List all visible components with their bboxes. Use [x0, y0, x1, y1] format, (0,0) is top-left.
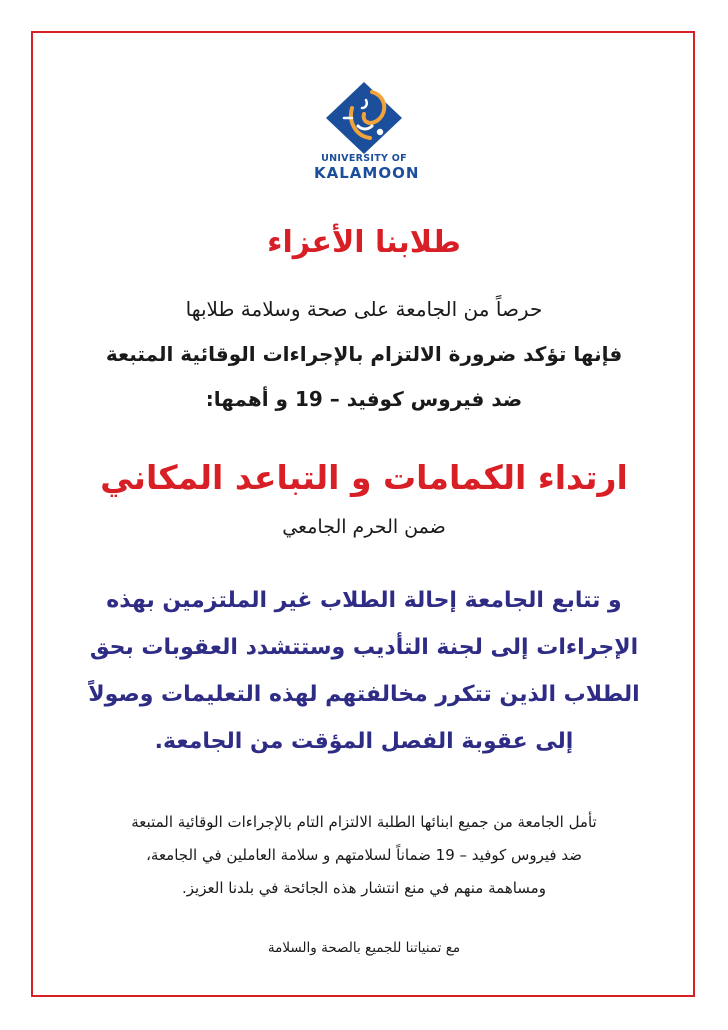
warning-line-4: إلى عقوبة الفصل المؤقت من الجامعة. — [154, 729, 574, 754]
warning-line-2: الإجراءات إلى لجنة التأديب وستتشدد العقوبات بحق — [89, 635, 639, 660]
intro-line-2: فإنها تؤكد ضرورة الالتزام بالإجراءات الوقائية المتبعة — [105, 342, 623, 366]
subheadline: ضمن الحرم الجامعي — [282, 516, 446, 538]
warning-line-1: و تتابع الجامعة إحالة الطلاب غير الملتزمين بهذه — [106, 588, 622, 613]
intro-line-1: حرصاً من الجامعة على صحة وسلامة طلابها — [185, 297, 543, 321]
logo-text-line2: KALAMOON — [314, 164, 420, 182]
hope-line-1: تأمل الجامعة من جميع ابنائها الطلبة الالتزام التام بالإجراءات الوقائية المتبعة — [131, 813, 597, 831]
warning-line-3: الطلاب الذين تتكرر مخالفتهم لهذه التعليمات وصولاً — [88, 682, 640, 707]
headline: ارتداء الكمامات و التباعد المكاني — [100, 458, 628, 497]
university-kalamoon-logo-icon — [322, 78, 406, 154]
hope-line-3: ومساهمة منهم في منع انتشار هذه الجائحة في بلدنا العزيز. — [182, 879, 546, 897]
logo-text-line1: UNIVERSITY OF — [321, 153, 407, 164]
university-logo — [314, 78, 420, 188]
greeting-title: طلابنا الأعزاء — [267, 225, 461, 260]
closing-line: مع تمنياتنا للجميع بالصحة والسلامة — [267, 940, 461, 956]
hope-line-2: ضد فيروس كوفيد – 19 ضماناً لسلامتهم و سلامة العاملين في الجامعة، — [146, 846, 582, 864]
intro-line-3: ضد فيروس كوفيد – 19 و أهمها: — [205, 387, 523, 411]
